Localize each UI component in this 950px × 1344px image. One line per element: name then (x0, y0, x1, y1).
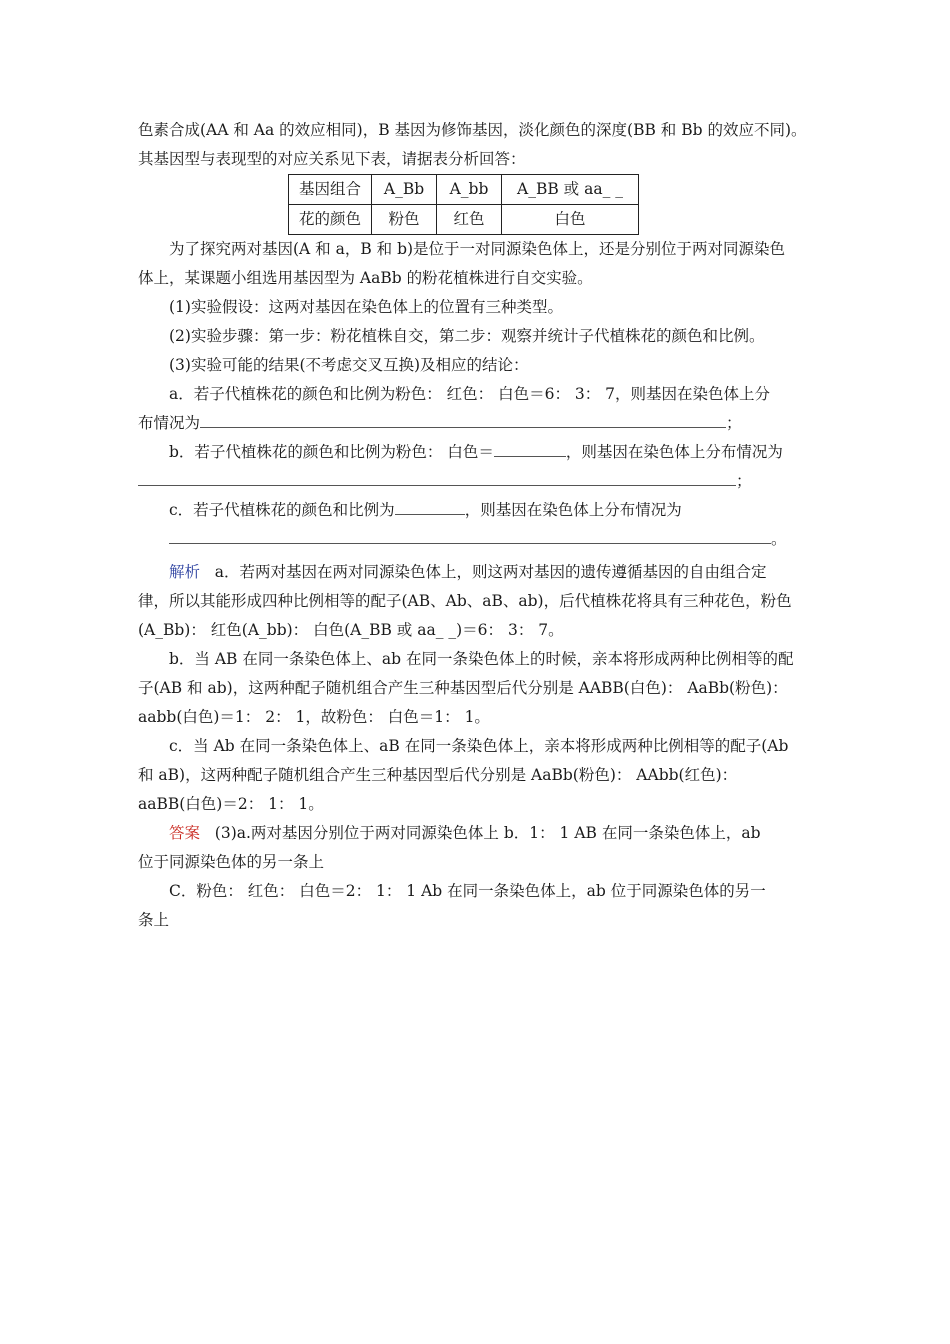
answer-blank-b-distribution[interactable] (138, 467, 736, 486)
analysis-a-line-3: (A_Bb)： 红色(A_bb)： 白色(A_BB 或 aa_ _)＝6： 3： 7。 (138, 621, 564, 639)
table-cell: 粉色 (372, 205, 437, 235)
table-cell: 白色 (502, 205, 639, 235)
question-para-line-2: 体上，某课题小组选用基因型为 AaBb 的粉花植株进行自交实验。 (138, 269, 593, 287)
analysis-c-line-1: c．当 Ab 在同一条染色体上、aB 在同一条染色体上，亲本将形成两种比例相等的配子(Ab (169, 737, 789, 755)
table-cell: A_bb (437, 175, 502, 205)
table-cell: A_BB 或 aa_ _ (502, 175, 639, 205)
step-1: (1)实验假设：这两对基因在染色体上的位置有三种类型。 (169, 298, 563, 316)
step-2: (2)实验步骤：第一步：粉花植株自交，第二步：观察并统计子代植株花的颜色和比例。 (169, 327, 765, 345)
result-c-line-2: 。 (138, 525, 818, 554)
result-b-line-1: b．若子代植株花的颜色和比例为粉色： 白色＝ ，则基因在染色体上分布情况为 (138, 438, 818, 467)
result-a-line-1: a．若子代植株花的颜色和比例为粉色： 红色： 白色＝6： 3： 7，则基因在染色体上分 (169, 385, 771, 403)
answer-line-4: 条上 (138, 911, 170, 929)
table-row (289, 175, 639, 205)
result-b-line-2: ； (138, 467, 818, 496)
analysis-label: 解析 (169, 563, 201, 581)
result-a-line-2: 布情况为 ； (138, 409, 818, 438)
intro-line-1: 色素合成(AA 和 Aa 的效应相同)，B 基因为修饰基因，淡化颜色的深度(BB 和 Bb 的效应不同)。 (138, 121, 807, 139)
answer-blank-c-distribution[interactable] (169, 525, 771, 544)
question-para-line-1: 为了探究两对基因(A 和 a，B 和 b)是位于一对同源染色体上，还是分别位于两对同源染色 (169, 240, 786, 258)
analysis-b-line-1: b．当 AB 在同一条染色体上、ab 在同一条染色体上的时候，亲本将形成两种比例相等的配 (169, 650, 794, 668)
answer-label: 答案 (169, 824, 201, 842)
result-c-line-1: c．若子代植株花的颜色和比例为 ，则基因在染色体上分布情况为 (138, 496, 818, 525)
document-page (138, 116, 818, 935)
genotype-table (288, 174, 639, 235)
table-cell: 红色 (437, 205, 502, 235)
table-cell: A_Bb (372, 175, 437, 205)
table-row (289, 205, 639, 235)
intro-line-2: 其基因型与表现型的对应关系见下表，请据表分析回答： (138, 150, 526, 168)
table-cell: 花的颜色 (289, 205, 372, 235)
analysis-c-line-2: 和 aB)，这两种配子随机组合产生三种基因型后代分别是 AaBb(粉色)： AAbb(红色)： (138, 766, 738, 784)
analysis-b-line-2: 子(AB 和 ab)，这两种配子随机组合产生三种基因型后代分别是 AABB(白色)： AaBb(粉色)： (138, 679, 788, 697)
answer-blank-b-ratio[interactable] (494, 438, 566, 457)
analysis-b-line-3: aabb(白色)＝1： 2： 1，故粉色： 白色＝1： 1。 (138, 708, 490, 726)
answer-line-3: C．粉色： 红色： 白色＝2： 1： 1 Ab 在同一条染色体上，ab 位于同源染色体的另一 (169, 882, 766, 900)
analysis-a-line-1: 解析 a．若两对基因在两对同源染色体上，则这两对基因的遗传遵循基因的自由组合定 (169, 563, 767, 581)
analysis-c-line-3: aaBB(白色)＝2： 1： 1。 (138, 795, 324, 813)
answer-line-1: 答案 (3)a.两对基因分别位于两对同源染色体上 b．1： 1 AB 在同一条染色体上，ab (169, 824, 761, 842)
answer-line-2: 位于同源染色体的另一条上 (138, 853, 325, 871)
table-cell: 基因组合 (289, 175, 372, 205)
analysis-a-line-2: 律，所以其能形成四种比例相等的配子(AB、Ab、aB、ab)，后代植株花将具有三种花色，粉色 (138, 592, 792, 610)
answer-blank-c-ratio[interactable] (395, 496, 465, 515)
answer-blank-a[interactable] (200, 409, 726, 428)
step-3: (3)实验可能的结果(不考虑交叉互换)及相应的结论： (169, 356, 529, 374)
